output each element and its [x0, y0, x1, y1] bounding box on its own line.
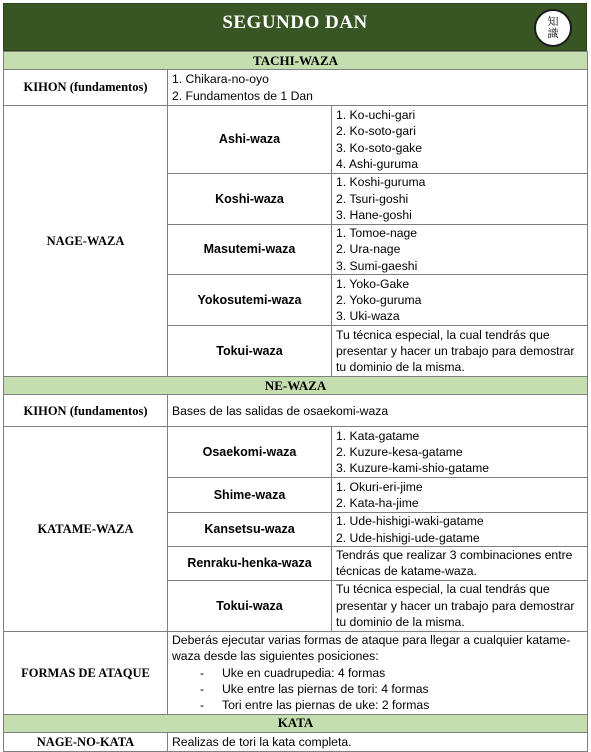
katame-waza-label: KATAME-WAZA	[4, 427, 168, 632]
list-item: 3. Ko-soto-gake	[336, 140, 423, 155]
section-ne-waza: NE-WAZA	[4, 377, 588, 395]
ashi-waza-content	[332, 106, 588, 174]
logo-char-1: 知	[547, 15, 559, 28]
list-item: 2. Ko-soto-gari	[336, 124, 416, 139]
list-item: 1. Tomoe-nage	[336, 226, 418, 240]
list-item: 1. Ude-hishigi-waki-gatame	[336, 514, 484, 529]
list-item: 2. Ura-nage	[336, 242, 401, 257]
document	[3, 3, 587, 752]
list-item: 1. Ko-uchi-gari	[336, 107, 416, 122]
tachi-kihon-content	[168, 70, 588, 106]
shime-waza-content	[332, 478, 588, 513]
list-item: 2. Kata-ha-jime	[336, 496, 419, 511]
list-item: 2. Ude-hishigi-ude-gatame	[336, 530, 480, 545]
yokosutemi-waza-content	[332, 275, 588, 326]
kansetsu-waza-content	[332, 513, 588, 547]
ne-kihon-label: KIHON (fundamentos)	[4, 395, 168, 427]
list-item: 3. Hane-goshi	[336, 208, 412, 223]
masutemi-waza-content	[332, 225, 588, 275]
list-item: 1. Koshi-guruma	[336, 175, 426, 190]
list-item: 2. Yoko-guruma	[336, 293, 422, 308]
kanji-logo-icon	[534, 9, 572, 47]
ne-tokui-text: Tu técnica especial, la cual tendrás que presentar y hacer un trabajo para demostrar tu dominio de la misma.	[336, 582, 575, 630]
list-item: 2. Tsuri-goshi	[336, 191, 409, 206]
tokui-waza-label: Tokui-waza	[168, 326, 332, 377]
ashi-waza-label: Ashi-waza	[168, 106, 332, 174]
list-item: 1. Yoko-Gake	[336, 276, 410, 291]
list-item: 2. Kuzure-kesa-gatame	[336, 445, 463, 460]
renraku-henka-waza-label: Renraku-henka-waza	[168, 547, 332, 581]
ne-tokui-waza-label: Tokui-waza	[168, 580, 332, 631]
osaekomi-waza-label: Osaekomi-waza	[168, 427, 332, 478]
formas-intro: Deberás ejecutar varias formas de ataque para llegar a cualquier katame-waza desde las siguientes posiciones:	[172, 632, 571, 664]
koshi-waza-label: Koshi-waza	[168, 174, 332, 225]
tokui-waza-content	[332, 326, 588, 377]
section-kata: KATA	[4, 714, 588, 732]
tachi-kihon-label: KIHON (fundamentos)	[4, 70, 168, 106]
list-item: 2. Fundamentos de 1 Dan	[172, 88, 313, 103]
section-tachi-waza: TACHI-WAZA	[4, 52, 588, 70]
list-item: 3. Uki-waza	[336, 309, 400, 324]
list-item: 1. Chikara-no-oyo	[172, 72, 269, 87]
grading-table	[3, 51, 588, 752]
list-item: 3. Kuzure-kami-shio-gatame	[336, 461, 490, 476]
kansetsu-waza-label: Kansetsu-waza	[168, 513, 332, 547]
list-item: 1. Okuri-eri-jime	[336, 479, 423, 494]
title-bar	[3, 3, 587, 51]
renraku-text: Tendrás que realizar 3 combinaciones entre técnicas de katame-waza.	[336, 548, 573, 579]
ne-tokui-waza-content	[332, 580, 588, 631]
list-item: 3. Sumi-gaeshi	[336, 258, 418, 273]
formas-de-ataque-label: FORMAS DE ATAQUE	[4, 631, 168, 714]
masutemi-waza-label: Masutemi-waza	[168, 225, 332, 275]
renraku-henka-waza-content	[332, 547, 588, 581]
list-item: - Uke en cuadrupedia: 4 formas	[200, 665, 386, 680]
koshi-waza-content	[332, 174, 588, 225]
logo-char-2: 識	[547, 27, 559, 40]
ne-kihon-content: Bases de las salidas de osaekomi-waza	[168, 395, 588, 427]
osaekomi-waza-content	[332, 427, 588, 478]
formas-de-ataque-content	[168, 631, 588, 714]
yokosutemi-waza-label: Yokosutemi-waza	[168, 275, 332, 326]
nage-waza-label: NAGE-WAZA	[4, 106, 168, 377]
list-item: 4. Ashi-guruma	[336, 156, 418, 171]
page-title: SEGUNDO DAN	[222, 12, 368, 33]
list-item: - Tori entre las piernas de uke: 2 formas	[200, 698, 430, 713]
shime-waza-label: Shime-waza	[168, 478, 332, 513]
tokui-waza-text: Tu técnica especial, la cual tendrás que presentar y hacer un trabajo para demostrar tu dominio de la misma.	[336, 327, 575, 375]
nage-no-kata-content: Realizas de tori la kata completa.	[168, 732, 588, 751]
list-item: - Uke entre las piernas de tori: 4 formas	[200, 682, 429, 697]
nage-no-kata-label: NAGE-NO-KATA	[4, 732, 168, 751]
list-item: 1. Kata-gatame	[336, 428, 420, 443]
